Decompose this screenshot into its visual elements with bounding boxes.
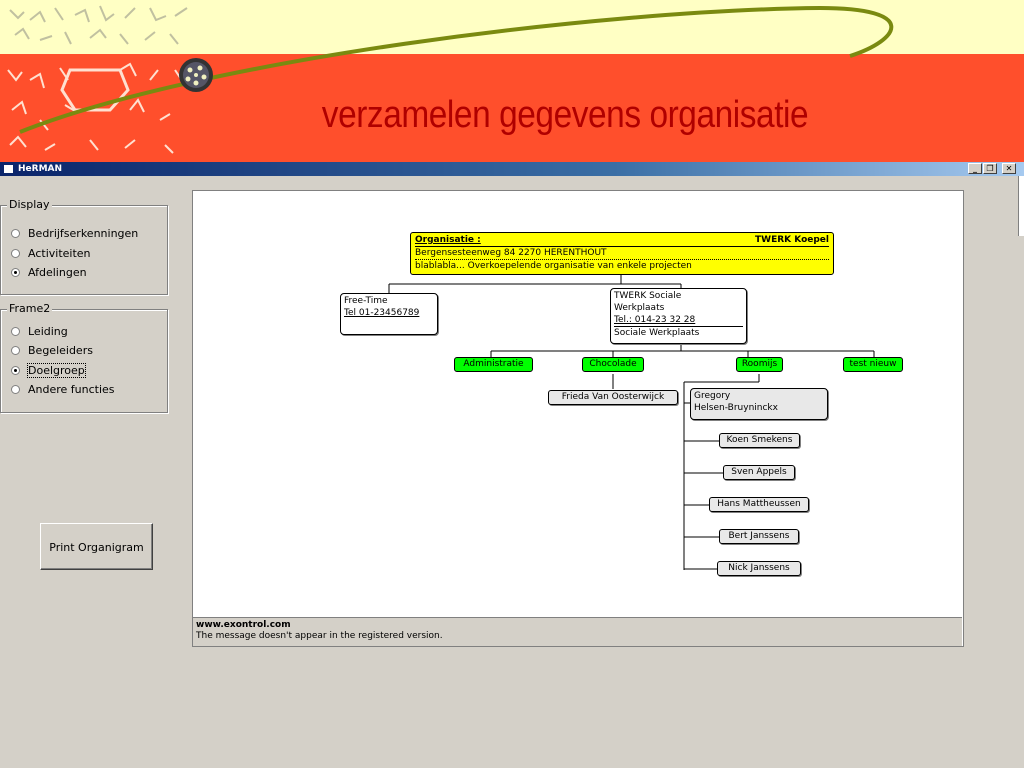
radio-circle-checked[interactable]: [11, 268, 20, 277]
close-icon: ✕: [1005, 164, 1013, 173]
root-organisation-node[interactable]: [410, 232, 834, 275]
free-time-line2: Tel 01-23456789: [344, 308, 420, 318]
minimize-button[interactable]: [968, 163, 982, 174]
sociale-line1: TWERK Sociale: [614, 291, 682, 301]
gregory-line1: Gregory: [694, 391, 731, 401]
radio-circle[interactable]: [11, 385, 20, 394]
decorative-pattern: [0, 0, 198, 162]
restore-button[interactable]: [983, 163, 997, 174]
member-koen[interactable]: Koen Smekens: [719, 433, 800, 448]
member-bert[interactable]: Bert Janssens: [719, 529, 799, 544]
radio-label: Afdelingen: [28, 266, 87, 279]
radio-label: Begeleiders: [28, 344, 93, 357]
sociale-line3: Tel.: 014-23 32 28: [614, 315, 696, 325]
member-frieda[interactable]: Frieda Van Oosterwijck: [548, 390, 678, 405]
radio-leiding[interactable]: [11, 325, 68, 339]
radio-label: Leiding: [28, 325, 68, 338]
sociale-line4: Sociale Werkplaats: [614, 326, 743, 339]
radio-circle[interactable]: [11, 346, 20, 355]
restore-icon: ❐: [986, 164, 994, 173]
gregory-line2: Helsen-Bruyninckx: [694, 403, 778, 413]
frame2-group: [0, 302, 168, 413]
free-time-line1: Free-Time: [344, 296, 388, 306]
dept-chocolade[interactable]: Chocolade: [582, 357, 644, 372]
root-label: Organisatie :: [415, 235, 481, 245]
display-group: [0, 198, 168, 295]
member-gregory[interactable]: [690, 388, 828, 420]
dept-test-nieuw[interactable]: test nieuw: [843, 357, 903, 372]
member-nick[interactable]: Nick Janssens: [717, 561, 801, 576]
sociale-line2: Werkplaats: [614, 303, 665, 313]
window-title: HeRMAN: [18, 164, 63, 174]
dept-administratie[interactable]: Administratie: [454, 357, 533, 372]
license-message: The message doesn't appear in the registered version.: [196, 631, 443, 641]
radio-circle[interactable]: [11, 249, 20, 258]
radio-doelgroep[interactable]: [11, 364, 85, 378]
radio-label: Doelgroep: [28, 364, 85, 377]
radio-label: Bedrijfserkenningen: [28, 227, 139, 240]
license-message-bar: [193, 617, 962, 646]
print-organigram-button[interactable]: Print Organigram: [40, 523, 153, 570]
member-hans[interactable]: Hans Mattheussen: [709, 497, 809, 512]
radio-circle[interactable]: [11, 327, 20, 336]
minimize-icon: _: [973, 164, 977, 173]
radio-begeleiders[interactable]: [11, 344, 93, 358]
sociale-werkplaats-node[interactable]: [610, 288, 747, 344]
radio-circle[interactable]: [11, 229, 20, 238]
close-button[interactable]: [1002, 163, 1016, 174]
radio-afdelingen[interactable]: [11, 266, 87, 280]
dept-roomijs[interactable]: Roomijs: [736, 357, 783, 372]
radio-bedrijfserkenningen[interactable]: [11, 227, 138, 241]
root-address: Bergensesteenweg 84 2270 HERENTHOUT: [415, 246, 829, 259]
radio-label: Activiteiten: [28, 247, 91, 260]
radio-andere-functies[interactable]: [11, 383, 115, 397]
app-icon: [4, 165, 13, 173]
radio-label: Andere functies: [28, 383, 115, 396]
window-titlebar[interactable]: [0, 162, 1024, 176]
slide-title: verzamelen gegevens organisatie: [321, 94, 809, 136]
root-name: TWERK Koepel: [755, 235, 829, 245]
license-url: www.exontrol.com: [196, 620, 291, 630]
member-sven[interactable]: Sven Appels: [723, 465, 795, 480]
display-legend: Display: [9, 198, 50, 211]
radio-circle-checked[interactable]: [11, 366, 20, 375]
free-time-node[interactable]: [340, 293, 438, 335]
organigram-canvas[interactable]: [192, 190, 964, 647]
radio-activiteiten[interactable]: [11, 247, 91, 261]
right-edge-scrollbar[interactable]: [1018, 176, 1024, 236]
root-description: blablabla... Overkoepelende organisatie van enkele projecten: [415, 259, 829, 272]
frame2-legend: Frame2: [9, 302, 51, 315]
